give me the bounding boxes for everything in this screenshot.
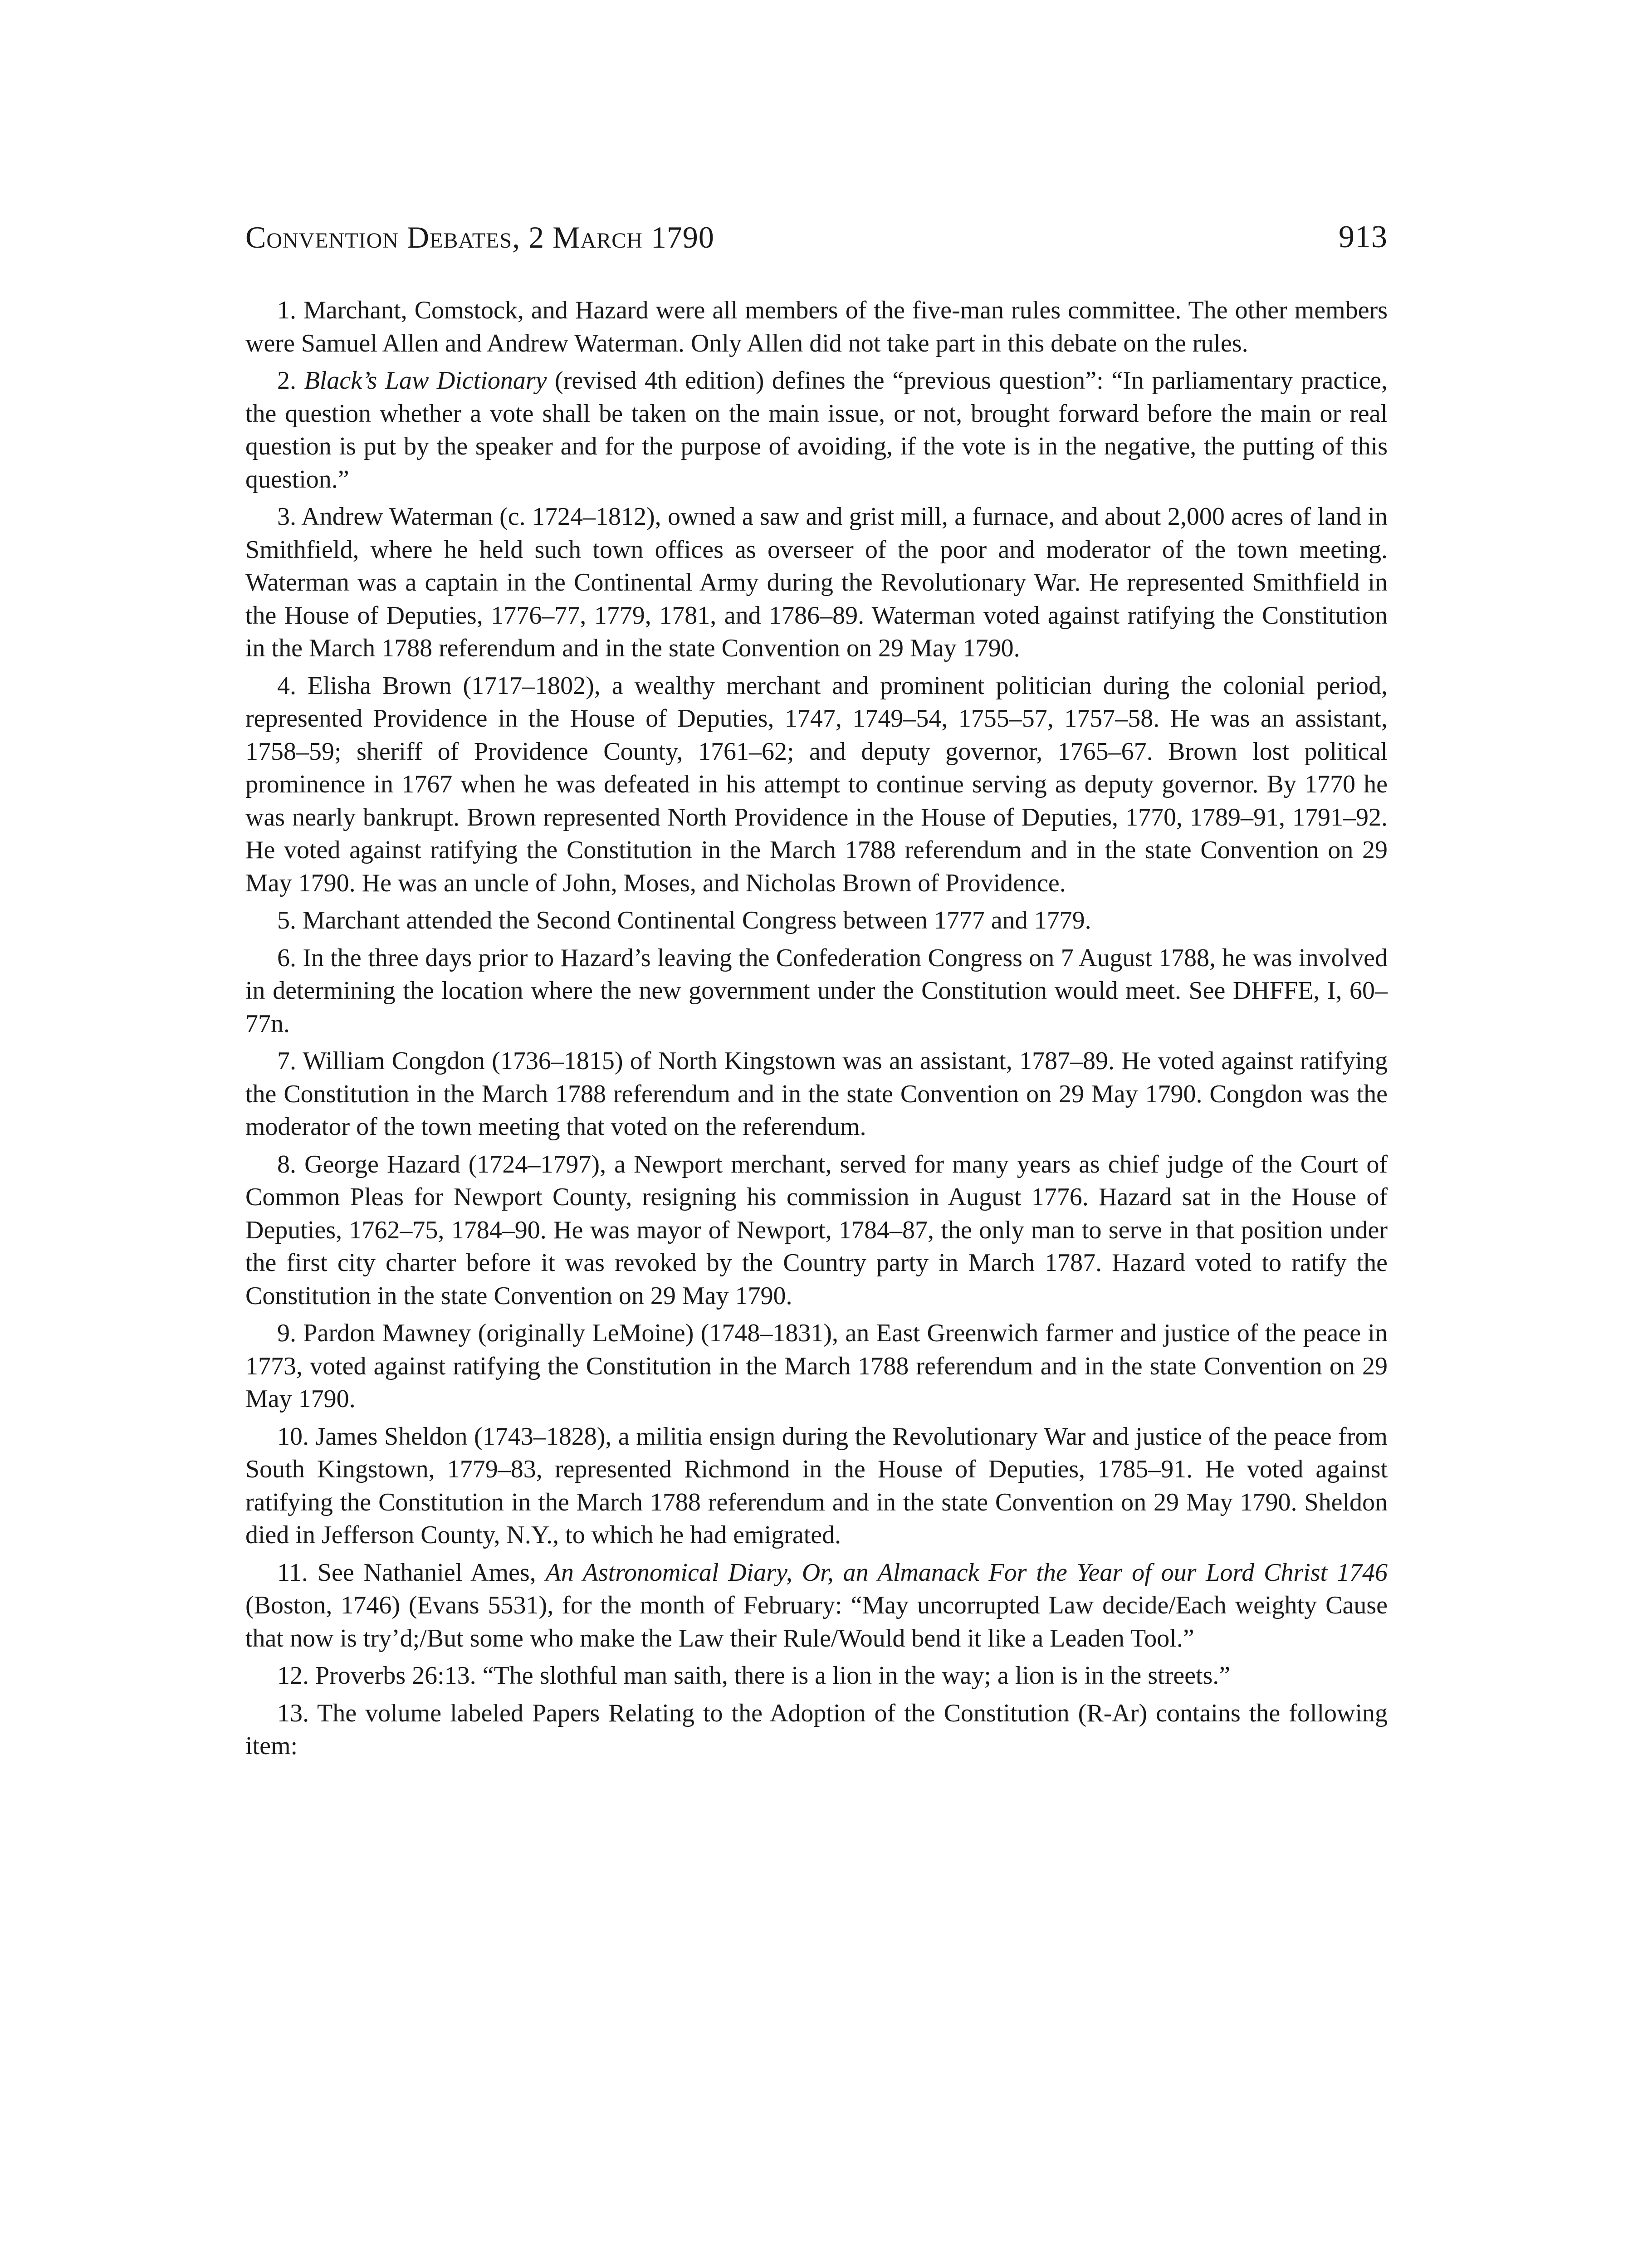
endnote-13 [245,1697,1388,1763]
endnote-8 [245,1148,1388,1313]
endnote-2 [245,364,1388,496]
endnote-7 [245,1045,1388,1144]
endnote-12 [245,1659,1388,1692]
endnote-italic-title: An Astronomical Diary, Or, an Almanack For the Year of our Lord Christ 1746 [545,1558,1388,1587]
endnote-text: 6. In the three days prior to Hazard’s leaving the Confederation Congress on 7 August 1788, he was involved in determining the location where the new government under the Constitution would meet. See DHFFE, I, 60–77n. [245,943,1388,1038]
endnote-lead: 2. [277,367,304,395]
endnote-text: 8. George Hazard (1724–1797), a Newport merchant, served for many years as chief judge of the Court of Common Pleas for Newport County, resigning his commission in August 1776. Hazard sat in the House of Deputies, 1762–75, 1784–90. He was mayor of Newport, 1784–87, the only man to serve in that position under the first city charter before it was revoked by the Country party in March 1787. Hazard voted to ratify the Constitution in the state Convention on 29 May 1790. [245,1150,1388,1310]
endnote-1 [245,294,1388,360]
running-title: Convention Debates, 2 March 1790 [245,220,714,254]
endnote-6 [245,942,1388,1041]
endnote-text: (Boston, 1746) (Evans 5531), for the month of February: “May uncorrupted Law decide/Each weighty Cause that now is try’d;/But some who make the Law their Rule/Would bend it like a Leaden Tool.” [245,1591,1388,1652]
endnote-9 [245,1317,1388,1416]
endnote-text: 5. Marchant attended the Second Continental Congress between 1777 and 1779. [277,906,1091,934]
endnote-5 [245,904,1388,937]
endnote-text: 13. The volume labeled Papers Relating to the Adoption of the Constitution (R-Ar) contains the following item: [245,1699,1388,1760]
endnote-4 [245,670,1388,900]
endnote-text: 1. Marchant, Comstock, and Hazard were all members of the five-man rules committee. The other members were Samuel Allen and Andrew Waterman. Only Allen did not take part in this debate on the rules. [245,296,1388,357]
endnote-text: (revised 4th edition) defines the “previous question”: “In parliamentary practice, the question whether a vote shall be taken on the main issue, or not, brought forward before the main or real question is put by the speaker and for the purpose of avoiding, if the vote is in the negative, the putting of this question.” [245,367,1388,494]
endnote-text: 12. Proverbs 26:13. “The slothful man saith, there is a lion in the way; a lion is in the streets.” [277,1662,1231,1690]
endnote-text: 9. Pardon Mawney (originally LeMoine) (1748–1831), an East Greenwich farmer and justice of the peace in 1773, voted against ratifying the Constitution in the March 1788 referendum and in the state Convention on 29 May 1790. [245,1319,1388,1413]
running-header [245,217,1388,258]
endnote-text: 7. William Congdon (1736–1815) of North Kingstown was an assistant, 1787–89. He voted against ratifying the Constitution in the March 1788 referendum and in the state Convention on 29 May 1790. Congdon was the moderator of the town meeting that voted on the referendum. [245,1047,1388,1141]
page-number: 913 [1339,220,1388,254]
endnote-text: 3. Andrew Waterman (c. 1724–1812), owned a saw and grist mill, a furnace, and about 2,000 acres of land in Smithfield, where he held such town offices as overseer of the poor and moderator of the town meeting. Waterman was a captain in the Continental Army during the Revolutionary War. He represented Smithfield in the House of Deputies, 1776–77, 1779, 1781, and 1786–89. Waterman voted against ratifying the Constitution in the March 1788 referendum and in the state Convention on 29 May 1790. [245,503,1388,662]
endnote-text: 4. Elisha Brown (1717–1802), a wealthy merchant and prominent politician during the colonial period, represented Providence in the House of Deputies, 1747, 1749–54, 1755–57, 1757–58. He was an assistant, 1758–59; sheriff of Providence County, 1761–62; and deputy governor, 1765–67. Brown lost political prominence in 1767 when he was defeated in his attempt to continue serving as deputy governor. By 1770 he was nearly bankrupt. Brown represented North Providence in the House of Deputies, 1770, 1789–91, 1791–92. He voted against ratifying the Constitution in the March 1788 referendum and in the state Convention on 29 May 1790. He was an uncle of John, Moses, and Nicholas Brown of Providence. [245,671,1388,897]
endnote-text: 10. James Sheldon (1743–1828), a militia ensign during the Revolutionary War and justice of the peace from South Kingstown, 1779–83, represented Richmond in the House of Deputies, 1785–91. He voted against ratifying the Constitution in the March 1788 referendum and in the state Convention on 29 May 1790. Sheldon died in Jefferson County, N.Y., to which he had emigrated. [245,1422,1388,1549]
endnote-10 [245,1420,1388,1552]
endnote-lead: 11. See Nathaniel Ames, [277,1558,546,1587]
endnote-italic-title: Black’s Law Dictionary [304,367,547,395]
endnote-3 [245,500,1388,665]
endnote-11 [245,1556,1388,1655]
endnotes [245,294,1388,1763]
